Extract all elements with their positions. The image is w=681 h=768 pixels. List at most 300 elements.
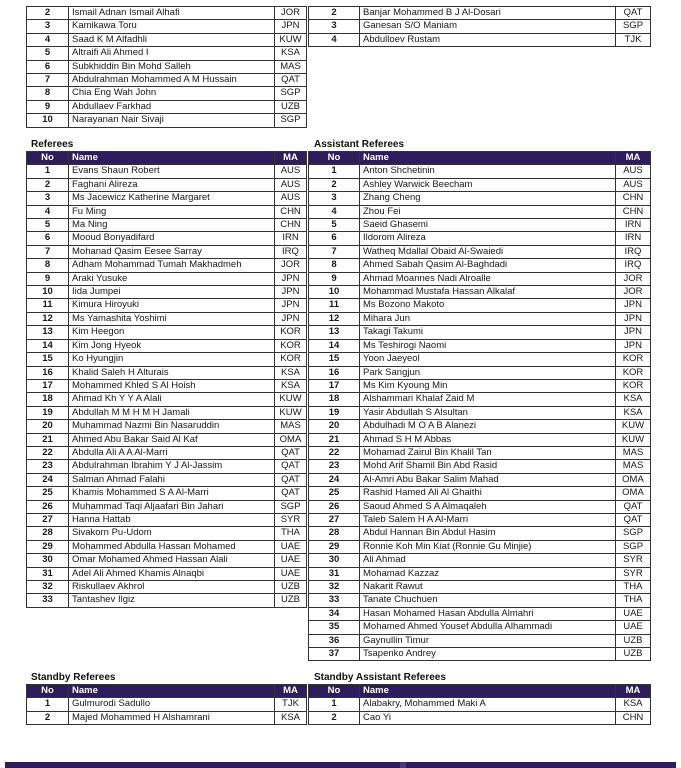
cell-name: Khalid Saleh H Alturais <box>69 366 275 379</box>
table-row <box>309 594 651 607</box>
cell-ma: KSA <box>275 711 307 724</box>
header-ma: MA <box>275 152 307 165</box>
cell-no: 2 <box>309 178 360 191</box>
table-row <box>309 326 651 339</box>
cell-name: Saoud Ahmed S A Almaqaleh <box>360 500 616 513</box>
cell-no: 32 <box>27 581 69 594</box>
cell-ma: IRQ <box>616 259 651 272</box>
table-row <box>309 554 651 567</box>
table-row <box>27 33 307 46</box>
table-row <box>309 299 651 312</box>
header-name: Name <box>360 152 616 165</box>
cell-no: 33 <box>27 594 69 607</box>
table-header <box>309 685 651 698</box>
cell-name: Park Sangjun <box>360 366 616 379</box>
cell-name: Ildorom Alireza <box>360 232 616 245</box>
cell-no: 16 <box>27 366 69 379</box>
cell-name: Kamikawa Toru <box>69 20 275 33</box>
cell-no: 2 <box>27 711 69 724</box>
cell-no: 1 <box>309 698 360 711</box>
table-row <box>27 7 307 20</box>
header-name: Name <box>360 685 616 698</box>
cell-name: Abdullaev Farkhad <box>69 100 275 113</box>
table-body <box>309 698 651 725</box>
table-row <box>27 366 307 379</box>
cell-name: Kim Jong Hyeok <box>69 339 275 352</box>
table-row <box>309 353 651 366</box>
cell-name: Araki Yusuke <box>69 272 275 285</box>
cell-no: 4 <box>27 33 69 46</box>
cell-name: Iida Jumpei <box>69 286 275 299</box>
assistant-referees-section-title: Assistant Referees <box>314 139 405 150</box>
standby-referees-table <box>26 684 307 725</box>
standby-assistant-referees-table <box>308 684 651 725</box>
cell-ma: CHN <box>275 205 307 218</box>
cell-name: Saeid Ghasemi <box>360 219 616 232</box>
table-row <box>27 513 307 526</box>
header-ma: MA <box>616 152 651 165</box>
table-row <box>27 326 307 339</box>
cell-no: 28 <box>309 527 360 540</box>
table-row <box>27 114 307 127</box>
cell-ma: KOR <box>275 326 307 339</box>
cell-name: Ahmad Moannes Nadi Alroalle <box>360 272 616 285</box>
table-row <box>309 487 651 500</box>
cell-ma: JPN <box>616 312 651 325</box>
table-row <box>27 339 307 352</box>
table-row <box>27 473 307 486</box>
table-row <box>309 621 651 634</box>
cell-ma: SYR <box>275 513 307 526</box>
table-row <box>27 312 307 325</box>
cell-no: 15 <box>27 353 69 366</box>
cell-ma: OMA <box>275 433 307 446</box>
table-row <box>309 178 651 191</box>
cell-no: 12 <box>309 312 360 325</box>
table-row <box>27 299 307 312</box>
cell-no: 8 <box>309 259 360 272</box>
table-row <box>309 205 651 218</box>
cell-no: 23 <box>27 460 69 473</box>
table-row <box>27 554 307 567</box>
header-name: Name <box>69 152 275 165</box>
cell-no: 3 <box>27 20 69 33</box>
cell-ma: MAS <box>275 60 307 73</box>
cell-ma: KOR <box>275 339 307 352</box>
cell-no: 12 <box>27 312 69 325</box>
header-row <box>27 685 307 698</box>
cell-ma: OMA <box>616 473 651 486</box>
table-row <box>27 178 307 191</box>
cell-name: Mooud Bonyadifard <box>69 232 275 245</box>
cell-no: 20 <box>309 420 360 433</box>
cell-ma: SGP <box>275 500 307 513</box>
cell-no: 2 <box>27 7 69 20</box>
cell-name: Alabakry, Mohammed Maki A <box>360 698 616 711</box>
cell-no: 9 <box>309 272 360 285</box>
cell-name: Ms Yamashita Yoshimi <box>69 312 275 325</box>
referees-section-title: Referees <box>31 139 74 150</box>
cell-ma: KOR <box>616 353 651 366</box>
cell-ma: KUW <box>275 393 307 406</box>
table-row <box>309 420 651 433</box>
cell-no: 15 <box>309 353 360 366</box>
cell-ma: CHN <box>616 192 651 205</box>
table-row <box>309 527 651 540</box>
cell-name: Subkhiddin Bin Mohd Salleh <box>69 60 275 73</box>
cell-name: Tsapenko Andrey <box>360 648 616 661</box>
cell-ma: KOR <box>275 353 307 366</box>
cell-name: Evans Shaun Robert <box>69 165 275 178</box>
cell-ma: UZB <box>275 100 307 113</box>
cell-no: 6 <box>27 232 69 245</box>
cell-ma: KSA <box>275 366 307 379</box>
cell-ma: IRN <box>616 219 651 232</box>
cell-ma: KSA <box>616 698 651 711</box>
cell-no: 32 <box>309 581 360 594</box>
cell-ma: JPN <box>275 20 307 33</box>
cell-name: Fu Ming <box>69 205 275 218</box>
cell-no: 2 <box>27 178 69 191</box>
cell-no: 27 <box>309 513 360 526</box>
table-row <box>309 607 651 620</box>
cell-name: Mohd Arif Shamil Bin Abd Rasid <box>360 460 616 473</box>
cell-no: 18 <box>27 393 69 406</box>
cell-name: Adel Ali Ahmed Khamis Alnaqbi <box>69 567 275 580</box>
cell-no: 16 <box>309 366 360 379</box>
cell-name: Majed Mohammed H Alshamrani <box>69 711 275 724</box>
cell-ma: SYR <box>616 554 651 567</box>
table-row <box>27 219 307 232</box>
cell-name: Mohanad Qasim Eesee Sarray <box>69 245 275 258</box>
cell-ma: KSA <box>275 47 307 60</box>
cell-ma: KSA <box>616 406 651 419</box>
cell-ma: AUS <box>275 165 307 178</box>
standby-referees-section-title: Standby Referees <box>31 672 116 683</box>
cell-name: Alshammari Khalaf Zaid M <box>360 393 616 406</box>
cell-ma: MAS <box>616 460 651 473</box>
cell-ma: JOR <box>616 272 651 285</box>
match-officials-top-left-table <box>26 6 307 128</box>
cell-ma: CHN <box>275 219 307 232</box>
cell-no: 29 <box>309 540 360 553</box>
cell-no: 28 <box>27 527 69 540</box>
cell-name: Mihara Jun <box>360 312 616 325</box>
table-row <box>27 205 307 218</box>
table-row <box>309 312 651 325</box>
header-row <box>27 152 307 165</box>
table-row <box>27 20 307 33</box>
table-row <box>27 446 307 459</box>
cell-no: 24 <box>309 473 360 486</box>
cell-name: Faghani Alireza <box>69 178 275 191</box>
cell-name: Ms Teshirogi Naomi <box>360 339 616 352</box>
header-row <box>309 152 651 165</box>
cell-ma: AUS <box>616 165 651 178</box>
cell-ma: KOR <box>616 379 651 392</box>
cell-name: Abdullah M M H M H Jamali <box>69 406 275 419</box>
cell-name: Ali Ahmad <box>360 554 616 567</box>
table-row <box>309 698 651 711</box>
cell-name: Saad K M Alfadhli <box>69 33 275 46</box>
cell-ma: KSA <box>275 379 307 392</box>
cell-no: 5 <box>27 47 69 60</box>
cell-name: Abdulhadi M O A B Alanezi <box>360 420 616 433</box>
table-row <box>309 711 651 724</box>
cell-no: 18 <box>309 393 360 406</box>
cell-name: Abdulla Ali A A Al-Marri <box>69 446 275 459</box>
cell-ma: KUW <box>616 420 651 433</box>
match-officials-top-right-table <box>308 6 651 47</box>
cell-name: Ms Bozono Makoto <box>360 299 616 312</box>
cell-name: Kimura Hiroyuki <box>69 299 275 312</box>
cell-name: Anton Shchetinin <box>360 165 616 178</box>
cell-name: Mohamad Zairul Bin Khalil Tan <box>360 446 616 459</box>
cell-name: Banjar Mohammed B J Al-Dosari <box>360 7 616 20</box>
cell-no: 10 <box>309 286 360 299</box>
cell-name: Rashid Hamed Ali Al Ghaithi <box>360 487 616 500</box>
table-row <box>309 540 651 553</box>
cell-ma: IRN <box>275 232 307 245</box>
header-name: Name <box>69 685 275 698</box>
cell-name: Salman Ahmad Falahi <box>69 473 275 486</box>
table-row <box>27 567 307 580</box>
table-row <box>309 446 651 459</box>
cell-name: Hanna Hattab <box>69 513 275 526</box>
cell-name: Mohammed Khled S Al Hoish <box>69 379 275 392</box>
cell-no: 34 <box>309 607 360 620</box>
cell-ma: QAT <box>275 473 307 486</box>
cell-ma: IRQ <box>616 245 651 258</box>
referees-table <box>26 151 307 608</box>
cell-name: Sivakorn Pu-Udom <box>69 527 275 540</box>
cell-no: 29 <box>27 540 69 553</box>
footer-band <box>5 762 676 768</box>
cell-no: 22 <box>27 446 69 459</box>
table-row <box>309 433 651 446</box>
table-body <box>309 7 651 47</box>
cell-no: 31 <box>27 567 69 580</box>
cell-ma: SGP <box>616 20 651 33</box>
cell-name: Muhammad Taqi Aljaafari Bin Jahari <box>69 500 275 513</box>
cell-no: 4 <box>27 205 69 218</box>
cell-ma: JOR <box>275 259 307 272</box>
cell-ma: UAE <box>616 621 651 634</box>
cell-no: 36 <box>309 634 360 647</box>
cell-name: Mohammed Abdulla Hassan Mohamed <box>69 540 275 553</box>
table-row <box>27 433 307 446</box>
cell-name: Tantashev Ilgiz <box>69 594 275 607</box>
cell-ma: QAT <box>616 7 651 20</box>
cell-ma: UAE <box>275 567 307 580</box>
cell-name: Altraifi Ali Ahmed I <box>69 47 275 60</box>
cell-name: Ahmad S H M Abbas <box>360 433 616 446</box>
cell-ma: JOR <box>616 286 651 299</box>
cell-name: Omar Mohamed Ahmed Hassan Alali <box>69 554 275 567</box>
cell-no: 21 <box>309 433 360 446</box>
cell-ma: QAT <box>616 513 651 526</box>
cell-name: Ms Jacewicz Katherine Margaret <box>69 192 275 205</box>
cell-no: 1 <box>27 698 69 711</box>
cell-no: 5 <box>309 219 360 232</box>
cell-ma: THA <box>616 594 651 607</box>
header-no: No <box>27 152 69 165</box>
cell-ma: SYR <box>616 567 651 580</box>
cell-no: 35 <box>309 621 360 634</box>
cell-name: Muhammad Nazmi Bin Nasaruddin <box>69 420 275 433</box>
cell-no: 7 <box>27 74 69 87</box>
cell-name: Gulmurodi Sadullo <box>69 698 275 711</box>
cell-ma: SGP <box>616 527 651 540</box>
cell-no: 22 <box>309 446 360 459</box>
cell-no: 7 <box>309 245 360 258</box>
table-body <box>27 698 307 725</box>
cell-name: Yoon Jaeyeol <box>360 353 616 366</box>
cell-no: 8 <box>27 259 69 272</box>
table-row <box>27 192 307 205</box>
cell-name: Hasan Mohamed Hasan Abdulla Almahri <box>360 607 616 620</box>
table-row <box>309 393 651 406</box>
table-row <box>27 594 307 607</box>
cell-no: 23 <box>309 460 360 473</box>
cell-ma: SGP <box>275 87 307 100</box>
table-header <box>309 152 651 165</box>
cell-ma: IRN <box>616 232 651 245</box>
cell-ma: MAS <box>616 446 651 459</box>
cell-name: Taleb Salem H A Al-Marri <box>360 513 616 526</box>
cell-no: 24 <box>27 473 69 486</box>
table-row <box>309 634 651 647</box>
table-row <box>27 460 307 473</box>
cell-no: 25 <box>27 487 69 500</box>
table-row <box>309 366 651 379</box>
table-row <box>309 339 651 352</box>
table-row <box>27 100 307 113</box>
cell-no: 4 <box>309 33 360 46</box>
cell-no: 30 <box>27 554 69 567</box>
table-row <box>309 259 651 272</box>
table-row <box>309 581 651 594</box>
cell-ma: TJK <box>275 698 307 711</box>
cell-no: 2 <box>309 7 360 20</box>
cell-name: Ms Kim Kyoung Min <box>360 379 616 392</box>
cell-ma: TJK <box>616 33 651 46</box>
cell-name: Ismail Adnan Ismail Alhafi <box>69 7 275 20</box>
cell-no: 11 <box>27 299 69 312</box>
cell-name: Mohamed Ahmed Yousef Abdulla Alhammadi <box>360 621 616 634</box>
cell-name: Ronnie Koh Min Kiat (Ronnie Gu Minjie) <box>360 540 616 553</box>
table-body <box>27 165 307 607</box>
cell-name: Ma Ning <box>69 219 275 232</box>
table-row <box>27 540 307 553</box>
cell-name: Al-Amri Abu Bakar Salim Mahad <box>360 473 616 486</box>
cell-no: 9 <box>27 272 69 285</box>
cell-no: 14 <box>309 339 360 352</box>
cell-ma: JPN <box>275 286 307 299</box>
table-row <box>27 487 307 500</box>
table-row <box>27 379 307 392</box>
cell-name: Narayanan Nair Sivaji <box>69 114 275 127</box>
cell-ma: UZB <box>616 648 651 661</box>
cell-no: 7 <box>27 245 69 258</box>
table-row <box>27 353 307 366</box>
cell-no: 37 <box>309 648 360 661</box>
cell-ma: UAE <box>275 540 307 553</box>
header-no: No <box>27 685 69 698</box>
cell-no: 2 <box>309 711 360 724</box>
cell-ma: KUW <box>275 33 307 46</box>
cell-name: Mohammad Mustafa Hassan Alkalaf <box>360 286 616 299</box>
cell-name: Abdulrahman Ibrahim Y J Al-Jassim <box>69 460 275 473</box>
cell-name: Ganesan S/O Maniam <box>360 20 616 33</box>
cell-no: 21 <box>27 433 69 446</box>
table-row <box>27 60 307 73</box>
cell-no: 13 <box>309 326 360 339</box>
table-row <box>27 232 307 245</box>
footer-accent <box>400 762 406 768</box>
cell-no: 17 <box>27 379 69 392</box>
cell-no: 5 <box>27 219 69 232</box>
cell-no: 19 <box>309 406 360 419</box>
table-row <box>27 406 307 419</box>
table-row <box>309 406 651 419</box>
table-row <box>309 513 651 526</box>
header-ma: MA <box>616 685 651 698</box>
table-row <box>27 581 307 594</box>
cell-ma: JPN <box>275 312 307 325</box>
cell-no: 6 <box>309 232 360 245</box>
cell-name: Abdulloev Rustam <box>360 33 616 46</box>
cell-name: Cao Yi <box>360 711 616 724</box>
standby-assistant-referees-section-title: Standby Assistant Referees <box>314 672 446 683</box>
cell-no: 26 <box>309 500 360 513</box>
cell-name: Ashley Warwick Beecham <box>360 178 616 191</box>
table-row <box>309 272 651 285</box>
cell-name: Zhou Fei <box>360 205 616 218</box>
cell-no: 1 <box>309 165 360 178</box>
cell-no: 17 <box>309 379 360 392</box>
cell-ma: KOR <box>616 366 651 379</box>
table-row <box>309 245 651 258</box>
cell-name: Gaynullin Timur <box>360 634 616 647</box>
cell-ma: JPN <box>616 326 651 339</box>
cell-ma: SGP <box>275 114 307 127</box>
cell-ma: JOR <box>275 7 307 20</box>
cell-ma: AUS <box>616 178 651 191</box>
table-row <box>27 527 307 540</box>
cell-name: Ahmed Sabah Qasim Al-Baghdadi <box>360 259 616 272</box>
cell-ma: UZB <box>616 634 651 647</box>
cell-name: Riskullaev Akhrol <box>69 581 275 594</box>
cell-ma: KUW <box>275 406 307 419</box>
table-row <box>27 74 307 87</box>
cell-ma: JPN <box>616 299 651 312</box>
cell-ma: OMA <box>616 487 651 500</box>
cell-name: Ahmad Kh Y Y A Alali <box>69 393 275 406</box>
cell-ma: QAT <box>275 446 307 459</box>
table-row <box>27 272 307 285</box>
cell-ma: SGP <box>616 540 651 553</box>
cell-name: Mohamad Kazzaz <box>360 567 616 580</box>
cell-name: Tanate Chuchuen <box>360 594 616 607</box>
cell-ma: AUS <box>275 192 307 205</box>
table-row <box>27 711 307 724</box>
table-row <box>309 473 651 486</box>
cell-no: 20 <box>27 420 69 433</box>
table-row <box>27 286 307 299</box>
cell-name: Nakarit Rawut <box>360 581 616 594</box>
cell-ma: UAE <box>275 554 307 567</box>
